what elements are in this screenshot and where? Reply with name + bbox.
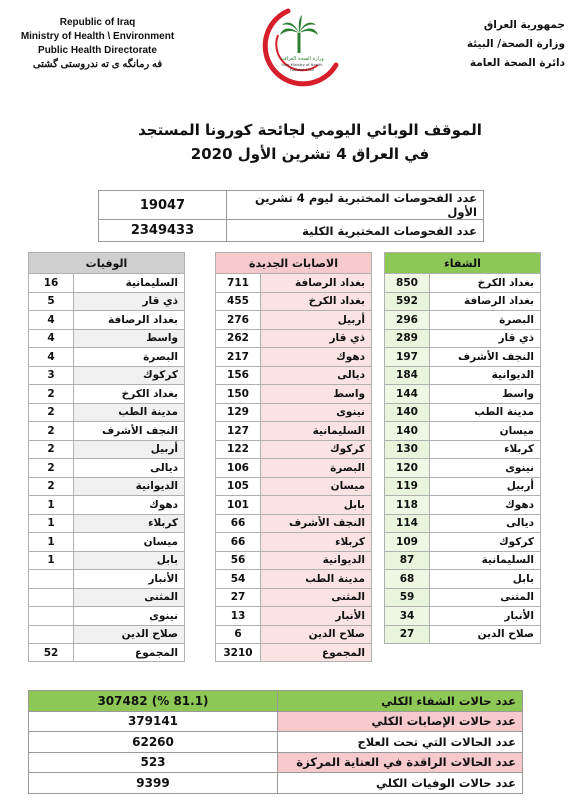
governorate-name: أربيل (430, 477, 541, 496)
governorate-value: 66 (216, 533, 261, 552)
table-row (385, 292, 541, 311)
governorate-value: 711 (216, 274, 261, 293)
table-row (29, 773, 523, 794)
table-row (385, 274, 541, 293)
table-row (216, 477, 372, 496)
governorate-name: مدينة الطب (430, 403, 541, 422)
table-row (29, 732, 523, 753)
governorate-value: 2 (29, 403, 74, 422)
governorate-value: 114 (385, 514, 430, 533)
table-row (29, 551, 185, 570)
table-row (385, 533, 541, 552)
governorate-value: 144 (385, 385, 430, 404)
governorate-value: 68 (385, 570, 430, 589)
header-en-line: فه رمانگه ى ته ندروستى گشتى (32, 59, 163, 70)
tests-label: عدد الفحوصات المختبرية ليوم 4 تشرين الأول (227, 191, 484, 220)
governorate-value: 87 (385, 551, 430, 570)
new-cases-table (215, 252, 372, 662)
governorate-name: الأنبار (261, 607, 372, 626)
governorate-name: ذي قار (261, 329, 372, 348)
governorate-value: 5 (29, 292, 74, 311)
table-row (385, 551, 541, 570)
header-en-line: Public Health Directorate (38, 45, 157, 56)
table-row (29, 625, 185, 644)
governorate-value (29, 607, 74, 626)
governorate-name: واسط (430, 385, 541, 404)
governorate-value: 217 (216, 348, 261, 367)
governorate-name: بغداد الرصافة (261, 274, 372, 293)
new-cases-header: الاصابات الجديدة (216, 253, 372, 274)
total-label: عدد الحالات الراقدة في العناية المركزة (278, 752, 523, 773)
table-row (216, 570, 372, 589)
governorate-value: 296 (385, 311, 430, 330)
governorate-name: كركوك (74, 366, 185, 385)
header-ar-line: وزارة الصحة/ البيئة (466, 38, 565, 50)
governorate-name: المثنى (261, 588, 372, 607)
governorate-value: 127 (216, 422, 261, 441)
governorate-name: صلاح الدين (261, 625, 372, 644)
table-row (29, 403, 185, 422)
table-row (216, 329, 372, 348)
governorate-value: 122 (216, 440, 261, 459)
table-row (385, 496, 541, 515)
tests-value: 2349433 (99, 220, 227, 242)
governorate-value (29, 570, 74, 589)
table-row (29, 514, 185, 533)
governorate-value: 3 (29, 366, 74, 385)
table-row (29, 311, 185, 330)
governorate-value (29, 625, 74, 644)
governorate-name: دهوك (261, 348, 372, 367)
governorate-name: السليمانية (74, 274, 185, 293)
logo-caption: Founded 1920 (289, 68, 315, 72)
governorate-name: الديوانية (430, 366, 541, 385)
governorate-name: كركوك (430, 533, 541, 552)
tests-label: عدد الفحوصات المختبرية الكلية (227, 220, 484, 242)
governorate-name: بغداد الرصافة (430, 292, 541, 311)
table-row (385, 514, 541, 533)
governorate-name: ميسان (74, 533, 185, 552)
governorate-name: دهوك (74, 496, 185, 515)
governorate-value: 197 (385, 348, 430, 367)
table-row (29, 274, 185, 293)
table-row (29, 459, 185, 478)
governorate-name: مدينة الطب (261, 570, 372, 589)
governorate-name: نينوى (74, 607, 185, 626)
table-row (385, 625, 541, 644)
governorate-name: كربلاء (261, 533, 372, 552)
governorate-name: الأنبار (430, 607, 541, 626)
governorate-name: البصرة (74, 348, 185, 367)
governorate-name: ديالى (430, 514, 541, 533)
table-header-row (216, 253, 372, 274)
governorate-name: ذي قار (74, 292, 185, 311)
governorate-value: 56 (216, 551, 261, 570)
recoveries-header: الشفاء (385, 253, 541, 274)
governorate-value: 140 (385, 422, 430, 441)
governorate-name: المثنى (74, 588, 185, 607)
governorate-value: 140 (385, 403, 430, 422)
governorate-value: 109 (385, 533, 430, 552)
table-row (216, 459, 372, 478)
table-row (99, 191, 484, 220)
governorate-value: 106 (216, 459, 261, 478)
governorate-name: النجف الأشرف (430, 348, 541, 367)
governorate-value: 13 (216, 607, 261, 626)
governorate-value: 129 (216, 403, 261, 422)
governorate-value: 2 (29, 477, 74, 496)
table-header-row (29, 253, 185, 274)
governorate-name: المثنى (430, 588, 541, 607)
governorate-value: 59 (385, 588, 430, 607)
total-value: 379141 (29, 711, 278, 732)
table-row (216, 366, 372, 385)
governorate-name: مدينة الطب (74, 403, 185, 422)
table-row (385, 311, 541, 330)
table-row (385, 366, 541, 385)
table-row (29, 329, 185, 348)
total-row (29, 644, 185, 662)
governorate-value: 592 (385, 292, 430, 311)
table-row (385, 422, 541, 441)
governorate-name: الديوانية (261, 551, 372, 570)
governorate-value: 6 (216, 625, 261, 644)
governorate-name: صلاح الدين (74, 625, 185, 644)
table-row (216, 607, 372, 626)
table-row (29, 588, 185, 607)
governorate-name: بغداد الرصافة (74, 311, 185, 330)
total-label: عدد الحالات التي تحت العلاج (278, 732, 523, 753)
title-line: في العراق 4 تشرين الأول 2020 (190, 145, 430, 163)
governorate-name: بغداد الكرخ (74, 385, 185, 404)
governorate-name: كركوك (261, 440, 372, 459)
governorate-name: بغداد الكرخ (261, 292, 372, 311)
recoveries-table (384, 252, 541, 644)
table-row (29, 752, 523, 773)
table-row (216, 422, 372, 441)
total-value: 9399 (29, 773, 278, 794)
header-en-line: Ministry of Health \ Environment (20, 31, 175, 42)
header-ar-line: جمهورية العراق (483, 19, 565, 31)
governorate-name: ميسان (430, 422, 541, 441)
governorate-name: دهوك (430, 496, 541, 515)
table-row (385, 570, 541, 589)
table-header-row (385, 253, 541, 274)
table-row (385, 440, 541, 459)
total-label: عدد حالات الإصابات الكلي (278, 711, 523, 732)
table-row (385, 329, 541, 348)
deaths-table (28, 252, 185, 662)
table-row (29, 292, 185, 311)
table-row (29, 422, 185, 441)
governorate-value: 262 (216, 329, 261, 348)
governorate-value: 2 (29, 422, 74, 441)
table-row (216, 514, 372, 533)
governorate-value: 66 (216, 514, 261, 533)
table-row (29, 348, 185, 367)
table-row (29, 477, 185, 496)
governorate-value: 118 (385, 496, 430, 515)
logo-caption: وزارة الصحة العراقية (280, 56, 324, 62)
table-row (385, 403, 541, 422)
table-row (29, 385, 185, 404)
table-row (29, 366, 185, 385)
total-value: 3210 (216, 644, 261, 662)
total-value: 62260 (29, 732, 278, 753)
governorate-name: البصرة (261, 459, 372, 478)
header-english (5, 16, 190, 72)
governorate-value: 34 (385, 607, 430, 626)
header-arabic (435, 16, 565, 73)
governorate-name: ديالى (74, 459, 185, 478)
governorate-value: 119 (385, 477, 430, 496)
governorate-name: الأنبار (74, 570, 185, 589)
table-row (385, 607, 541, 626)
governorate-value: 4 (29, 329, 74, 348)
governorate-value: 2 (29, 440, 74, 459)
governorate-name: أربيل (74, 440, 185, 459)
table-row (29, 533, 185, 552)
governorate-value: 105 (216, 477, 261, 496)
total-value: (81.1 %) 307482 (29, 691, 278, 712)
table-row (216, 292, 372, 311)
governorate-value: 4 (29, 311, 74, 330)
governorate-name: بابل (74, 551, 185, 570)
governorate-name: ميسان (261, 477, 372, 496)
total-value: 52 (29, 644, 74, 662)
governorate-name: واسط (74, 329, 185, 348)
tests-value: 19047 (99, 191, 227, 220)
governorate-name: بابل (261, 496, 372, 515)
governorate-name: أربيل (261, 311, 372, 330)
governorate-name: النجف الأشرف (74, 422, 185, 441)
governorate-value: 2 (29, 459, 74, 478)
table-row (216, 588, 372, 607)
total-label: عدد حالات الشفاء الكلي (278, 691, 523, 712)
governorate-value: 4 (29, 348, 74, 367)
governorate-value: 156 (216, 366, 261, 385)
table-row (216, 311, 372, 330)
table-row (216, 551, 372, 570)
governorate-value: 276 (216, 311, 261, 330)
palm-tree-icon (280, 15, 318, 53)
table-row (216, 496, 372, 515)
table-row (216, 403, 372, 422)
governorate-value: 120 (385, 459, 430, 478)
governorate-value: 101 (216, 496, 261, 515)
report-title (120, 118, 500, 166)
governorate-value: 1 (29, 496, 74, 515)
total-value: 523 (29, 752, 278, 773)
ministry-logo (258, 5, 342, 87)
total-label: عدد حالات الوفيات الكلي (278, 773, 523, 794)
governorate-value: 16 (29, 274, 74, 293)
governorate-name: نينوى (430, 459, 541, 478)
title-line: الموقف الوبائي اليومي لجائحة كورونا المستجد (138, 121, 482, 139)
governorate-value (29, 588, 74, 607)
governorate-name: كربلاء (74, 514, 185, 533)
deaths-header: الوفيات (29, 253, 185, 274)
governorate-value: 2 (29, 385, 74, 404)
table-row (385, 588, 541, 607)
governorate-value: 130 (385, 440, 430, 459)
table-row (29, 691, 523, 712)
table-row (29, 440, 185, 459)
governorate-value: 1 (29, 514, 74, 533)
governorate-value: 289 (385, 329, 430, 348)
table-row (216, 533, 372, 552)
header-en-line: Republic of Iraq (59, 17, 136, 28)
governorate-name: السليمانية (430, 551, 541, 570)
governorate-name: واسط (261, 385, 372, 404)
governorate-name: البصرة (430, 311, 541, 330)
table-row (29, 711, 523, 732)
header-ar-line: دائرة الصحة العامة (469, 57, 565, 69)
governorate-value: 1 (29, 551, 74, 570)
governorate-value: 27 (385, 625, 430, 644)
governorate-value: 184 (385, 366, 430, 385)
governorate-name: السليمانية (261, 422, 372, 441)
governorate-name: ديالى (261, 366, 372, 385)
governorate-value: 54 (216, 570, 261, 589)
governorate-value: 150 (216, 385, 261, 404)
governorate-name: صلاح الدين (430, 625, 541, 644)
total-label: المجموع (74, 644, 185, 662)
lab-tests-table (98, 190, 484, 242)
table-row (99, 220, 484, 242)
table-row (29, 496, 185, 515)
governorate-name: كربلاء (430, 440, 541, 459)
governorate-value: 27 (216, 588, 261, 607)
table-row (216, 274, 372, 293)
governorate-value: 455 (216, 292, 261, 311)
governorate-name: بابل (430, 570, 541, 589)
table-row (385, 385, 541, 404)
table-row (385, 477, 541, 496)
total-row (216, 644, 372, 662)
table-row (29, 607, 185, 626)
cumulative-totals-table (28, 690, 523, 794)
governorate-name: نينوى (261, 403, 372, 422)
governorate-name: الديوانية (74, 477, 185, 496)
total-label: المجموع (261, 644, 372, 662)
table-row (385, 348, 541, 367)
table-row (216, 625, 372, 644)
table-row (29, 570, 185, 589)
logo-caption: Iraqi Ministry of Health (281, 63, 323, 67)
governorate-name: ذي قار (430, 329, 541, 348)
table-row (216, 385, 372, 404)
table-row (216, 440, 372, 459)
governorate-name: بغداد الكرخ (430, 274, 541, 293)
table-row (216, 348, 372, 367)
table-row (385, 459, 541, 478)
governorate-name: النجف الأشرف (261, 514, 372, 533)
governorate-value: 1 (29, 533, 74, 552)
governorate-value: 850 (385, 274, 430, 293)
